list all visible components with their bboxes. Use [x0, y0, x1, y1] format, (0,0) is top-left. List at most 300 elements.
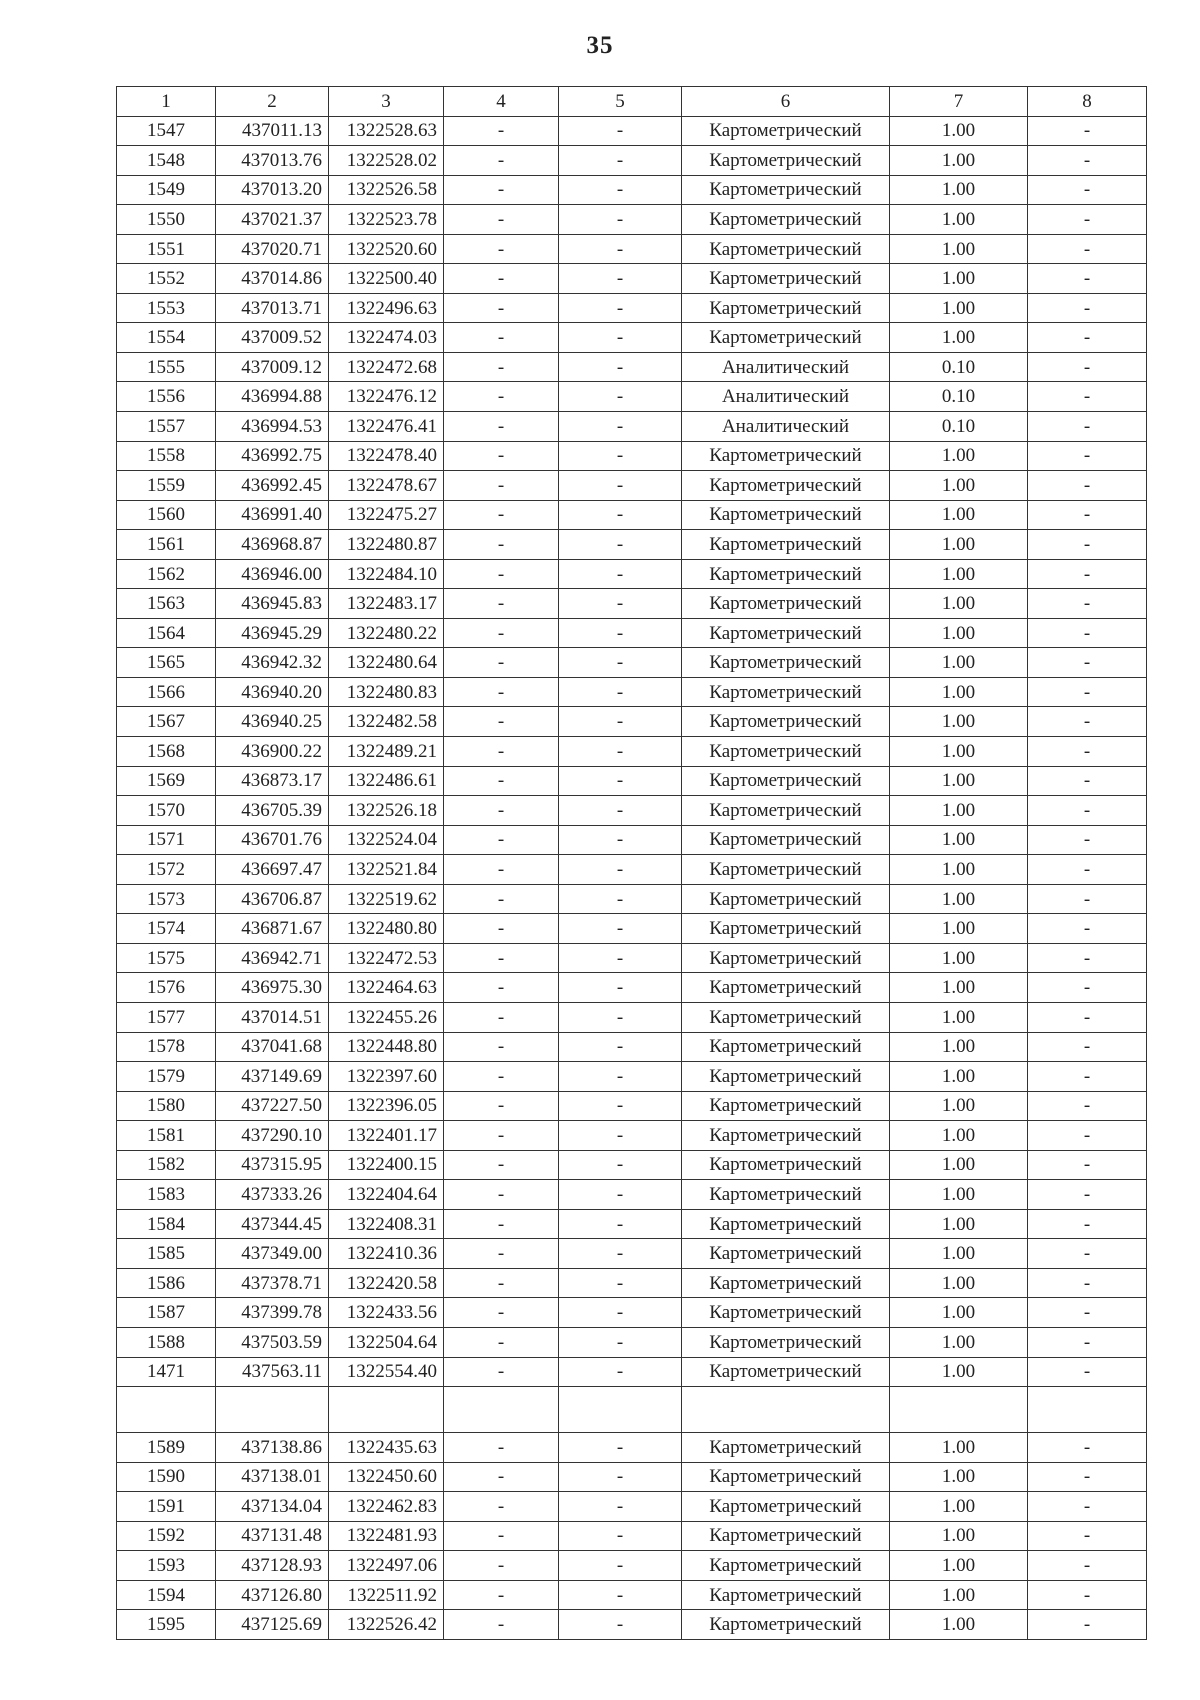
method-cell: Картометрический — [682, 1298, 890, 1328]
col5-cell: - — [559, 589, 682, 619]
accuracy-cell: 1.00 — [890, 1062, 1028, 1092]
col4-cell: - — [444, 677, 559, 707]
y-coordinate-cell: 1322435.63 — [329, 1433, 444, 1463]
col8-cell: - — [1028, 412, 1147, 442]
y-coordinate-cell: 1322397.60 — [329, 1062, 444, 1092]
col4-cell: - — [444, 382, 559, 412]
col4-cell: - — [444, 796, 559, 826]
table-row — [117, 1268, 1147, 1298]
x-coordinate-cell: 437009.52 — [216, 323, 329, 353]
point-number-cell: 1551 — [117, 234, 216, 264]
method-cell: Картометрический — [682, 559, 890, 589]
table-row — [117, 116, 1147, 146]
col4-cell: - — [444, 323, 559, 353]
point-number-cell: 1563 — [117, 589, 216, 619]
x-coordinate-cell: 436871.67 — [216, 914, 329, 944]
col8-cell: - — [1028, 825, 1147, 855]
y-coordinate-cell: 1322475.27 — [329, 500, 444, 530]
table-row — [117, 264, 1147, 294]
col8-cell: - — [1028, 914, 1147, 944]
method-cell: Картометрический — [682, 500, 890, 530]
table-row — [117, 352, 1147, 382]
col8-cell: - — [1028, 1239, 1147, 1269]
col8-cell: - — [1028, 1032, 1147, 1062]
x-coordinate-cell: 437344.45 — [216, 1209, 329, 1239]
x-coordinate-cell: 436946.00 — [216, 559, 329, 589]
point-number-cell: 1572 — [117, 855, 216, 885]
point-number-cell: 1558 — [117, 441, 216, 471]
point-number-cell: 1568 — [117, 737, 216, 767]
table-row — [117, 707, 1147, 737]
point-number-cell: 1548 — [117, 146, 216, 176]
accuracy-cell: 1.00 — [890, 737, 1028, 767]
col5-cell: - — [559, 1327, 682, 1357]
col4-cell: - — [444, 825, 559, 855]
point-number-cell: 1580 — [117, 1091, 216, 1121]
accuracy-cell: 1.00 — [890, 116, 1028, 146]
col8-cell: - — [1028, 796, 1147, 826]
method-cell: Картометрический — [682, 1180, 890, 1210]
x-coordinate-cell: 436705.39 — [216, 796, 329, 826]
col5-cell: - — [559, 559, 682, 589]
method-cell: Картометрический — [682, 766, 890, 796]
accuracy-cell: 1.00 — [890, 1521, 1028, 1551]
point-number-cell: 1574 — [117, 914, 216, 944]
table-row — [117, 973, 1147, 1003]
col4-cell: - — [444, 500, 559, 530]
accuracy-cell: 0.10 — [890, 352, 1028, 382]
col5-cell: - — [559, 648, 682, 678]
accuracy-cell: 1.00 — [890, 1180, 1028, 1210]
accuracy-cell: 1.00 — [890, 264, 1028, 294]
y-coordinate-cell: 1322480.83 — [329, 677, 444, 707]
table-row — [117, 825, 1147, 855]
col8-cell: - — [1028, 323, 1147, 353]
col4-cell: - — [444, 205, 559, 235]
x-coordinate-cell: 437013.76 — [216, 146, 329, 176]
col5-cell: - — [559, 323, 682, 353]
col5-cell: - — [559, 884, 682, 914]
col4-cell: - — [444, 1551, 559, 1581]
point-number-cell: 1593 — [117, 1551, 216, 1581]
y-coordinate-cell: 1322500.40 — [329, 264, 444, 294]
x-coordinate-cell: 436945.83 — [216, 589, 329, 619]
col8-cell: - — [1028, 1580, 1147, 1610]
point-number-cell: 1561 — [117, 530, 216, 560]
x-coordinate-cell: 436994.88 — [216, 382, 329, 412]
col5-cell: - — [559, 1580, 682, 1610]
col4-cell: - — [444, 559, 559, 589]
point-number-cell: 1550 — [117, 205, 216, 235]
x-coordinate-cell: 437009.12 — [216, 352, 329, 382]
point-number-cell — [117, 1387, 216, 1433]
method-cell: Картометрический — [682, 1327, 890, 1357]
col8-cell: - — [1028, 559, 1147, 589]
col5-cell: - — [559, 825, 682, 855]
point-number-cell: 1566 — [117, 677, 216, 707]
accuracy-cell — [890, 1387, 1028, 1433]
method-cell: Картометрический — [682, 648, 890, 678]
point-number-cell: 1575 — [117, 943, 216, 973]
y-coordinate-cell: 1322433.56 — [329, 1298, 444, 1328]
x-coordinate-cell: 437399.78 — [216, 1298, 329, 1328]
col4-cell: - — [444, 1062, 559, 1092]
col8-cell: - — [1028, 1327, 1147, 1357]
y-coordinate-cell: 1322472.68 — [329, 352, 444, 382]
col8-cell: - — [1028, 175, 1147, 205]
table-row — [117, 1209, 1147, 1239]
table-row — [117, 1521, 1147, 1551]
point-number-cell: 1564 — [117, 618, 216, 648]
col4-cell: - — [444, 116, 559, 146]
col5-cell: - — [559, 1551, 682, 1581]
accuracy-cell: 1.00 — [890, 1121, 1028, 1151]
point-number-cell: 1553 — [117, 293, 216, 323]
table-row — [117, 500, 1147, 530]
y-coordinate-cell: 1322511.92 — [329, 1580, 444, 1610]
col4-cell: - — [444, 884, 559, 914]
col4-cell: - — [444, 973, 559, 1003]
accuracy-cell: 1.00 — [890, 677, 1028, 707]
x-coordinate-cell: 437290.10 — [216, 1121, 329, 1151]
table-row — [117, 382, 1147, 412]
table-row — [117, 1492, 1147, 1522]
accuracy-cell: 1.00 — [890, 323, 1028, 353]
method-cell: Картометрический — [682, 884, 890, 914]
y-coordinate-cell: 1322404.64 — [329, 1180, 444, 1210]
column-header: 4 — [444, 87, 559, 117]
x-coordinate-cell: 437138.86 — [216, 1433, 329, 1463]
col8-cell: - — [1028, 589, 1147, 619]
col8-cell: - — [1028, 1521, 1147, 1551]
y-coordinate-cell: 1322480.87 — [329, 530, 444, 560]
x-coordinate-cell: 437128.93 — [216, 1551, 329, 1581]
x-coordinate-cell: 437013.20 — [216, 175, 329, 205]
table-row — [117, 1298, 1147, 1328]
point-number-cell: 1569 — [117, 766, 216, 796]
point-number-cell: 1587 — [117, 1298, 216, 1328]
accuracy-cell: 1.00 — [890, 1433, 1028, 1463]
accuracy-cell: 1.00 — [890, 1002, 1028, 1032]
point-number-cell: 1581 — [117, 1121, 216, 1151]
col8-cell: - — [1028, 441, 1147, 471]
col8-cell: - — [1028, 1298, 1147, 1328]
table-row — [117, 1551, 1147, 1581]
col8-cell: - — [1028, 1091, 1147, 1121]
col8-cell: - — [1028, 1433, 1147, 1463]
table-row — [117, 1032, 1147, 1062]
x-coordinate-cell: 436942.71 — [216, 943, 329, 973]
x-coordinate-cell: 436994.53 — [216, 412, 329, 442]
col4-cell: - — [444, 1180, 559, 1210]
method-cell: Картометрический — [682, 264, 890, 294]
y-coordinate-cell: 1322523.78 — [329, 205, 444, 235]
x-coordinate-cell: 436873.17 — [216, 766, 329, 796]
method-cell: Картометрический — [682, 175, 890, 205]
accuracy-cell: 1.00 — [890, 175, 1028, 205]
col8-cell — [1028, 1387, 1147, 1433]
accuracy-cell: 1.00 — [890, 943, 1028, 973]
method-cell: Картометрический — [682, 1239, 890, 1269]
x-coordinate-cell: 437041.68 — [216, 1032, 329, 1062]
table-row — [117, 677, 1147, 707]
accuracy-cell: 1.00 — [890, 530, 1028, 560]
table-row — [117, 1091, 1147, 1121]
y-coordinate-cell: 1322448.80 — [329, 1032, 444, 1062]
y-coordinate-cell: 1322486.61 — [329, 766, 444, 796]
col5-cell: - — [559, 1521, 682, 1551]
col5-cell: - — [559, 1091, 682, 1121]
x-coordinate-cell: 437138.01 — [216, 1462, 329, 1492]
col5-cell: - — [559, 175, 682, 205]
accuracy-cell: 1.00 — [890, 589, 1028, 619]
method-cell: Картометрический — [682, 116, 890, 146]
point-number-cell: 1471 — [117, 1357, 216, 1387]
col5-cell: - — [559, 796, 682, 826]
col8-cell: - — [1028, 677, 1147, 707]
x-coordinate-cell: 436975.30 — [216, 973, 329, 1003]
point-number-cell: 1592 — [117, 1521, 216, 1551]
col5-cell: - — [559, 943, 682, 973]
col8-cell: - — [1028, 1492, 1147, 1522]
table-row — [117, 293, 1147, 323]
col5-cell: - — [559, 1268, 682, 1298]
col4-cell: - — [444, 146, 559, 176]
x-coordinate-cell: 437125.69 — [216, 1610, 329, 1640]
table-row — [117, 914, 1147, 944]
col8-cell: - — [1028, 648, 1147, 678]
x-coordinate-cell: 436701.76 — [216, 825, 329, 855]
col4-cell: - — [444, 1032, 559, 1062]
y-coordinate-cell: 1322496.63 — [329, 293, 444, 323]
point-number-cell: 1584 — [117, 1209, 216, 1239]
x-coordinate-cell: 437020.71 — [216, 234, 329, 264]
method-cell: Картометрический — [682, 589, 890, 619]
table-row — [117, 796, 1147, 826]
col5-cell: - — [559, 1032, 682, 1062]
col4-cell: - — [444, 530, 559, 560]
x-coordinate-cell: 436940.25 — [216, 707, 329, 737]
table-header-row — [117, 87, 1147, 117]
method-cell: Картометрический — [682, 1268, 890, 1298]
col5-cell: - — [559, 766, 682, 796]
table-row — [117, 1462, 1147, 1492]
y-coordinate-cell: 1322520.60 — [329, 234, 444, 264]
x-coordinate-cell: 437503.59 — [216, 1327, 329, 1357]
col4-cell: - — [444, 943, 559, 973]
col4-cell: - — [444, 1610, 559, 1640]
col8-cell: - — [1028, 1150, 1147, 1180]
point-number-cell: 1554 — [117, 323, 216, 353]
method-cell: Картометрический — [682, 234, 890, 264]
accuracy-cell: 1.00 — [890, 766, 1028, 796]
method-cell: Картометрический — [682, 825, 890, 855]
col4-cell: - — [444, 855, 559, 885]
table-row — [117, 855, 1147, 885]
point-number-cell: 1577 — [117, 1002, 216, 1032]
col5-cell: - — [559, 1180, 682, 1210]
col5-cell: - — [559, 1002, 682, 1032]
accuracy-cell: 1.00 — [890, 146, 1028, 176]
col4-cell — [444, 1387, 559, 1433]
point-number-cell: 1594 — [117, 1580, 216, 1610]
col4-cell: - — [444, 1462, 559, 1492]
method-cell: Картометрический — [682, 973, 890, 1003]
y-coordinate-cell: 1322480.22 — [329, 618, 444, 648]
accuracy-cell: 1.00 — [890, 500, 1028, 530]
point-number-cell: 1589 — [117, 1433, 216, 1463]
x-coordinate-cell: 437563.11 — [216, 1357, 329, 1387]
method-cell: Картометрический — [682, 1150, 890, 1180]
method-cell: Картометрический — [682, 1462, 890, 1492]
col8-cell: - — [1028, 855, 1147, 885]
y-coordinate-cell: 1322420.58 — [329, 1268, 444, 1298]
table-row — [117, 323, 1147, 353]
table-row — [117, 559, 1147, 589]
table-row — [117, 589, 1147, 619]
col8-cell: - — [1028, 973, 1147, 1003]
col8-cell: - — [1028, 1357, 1147, 1387]
table-row — [117, 530, 1147, 560]
method-cell: Картометрический — [682, 1580, 890, 1610]
x-coordinate-cell: 436991.40 — [216, 500, 329, 530]
y-coordinate-cell: 1322554.40 — [329, 1357, 444, 1387]
col4-cell: - — [444, 264, 559, 294]
x-coordinate-cell: 437227.50 — [216, 1091, 329, 1121]
x-coordinate-cell: 437349.00 — [216, 1239, 329, 1269]
accuracy-cell: 1.00 — [890, 1209, 1028, 1239]
method-cell: Картометрический — [682, 1492, 890, 1522]
col5-cell: - — [559, 500, 682, 530]
point-number-cell: 1590 — [117, 1462, 216, 1492]
x-coordinate-cell: 436945.29 — [216, 618, 329, 648]
method-cell: Картометрический — [682, 1121, 890, 1151]
accuracy-cell: 1.00 — [890, 1032, 1028, 1062]
table-row — [117, 1180, 1147, 1210]
point-number-cell: 1583 — [117, 1180, 216, 1210]
col4-cell: - — [444, 766, 559, 796]
y-coordinate-cell: 1322408.31 — [329, 1209, 444, 1239]
point-number-cell: 1559 — [117, 471, 216, 501]
col4-cell: - — [444, 471, 559, 501]
x-coordinate-cell: 436940.20 — [216, 677, 329, 707]
accuracy-cell: 1.00 — [890, 884, 1028, 914]
method-cell: Картометрический — [682, 1551, 890, 1581]
x-coordinate-cell: 437126.80 — [216, 1580, 329, 1610]
col4-cell: - — [444, 737, 559, 767]
col8-cell: - — [1028, 1002, 1147, 1032]
col8-cell: - — [1028, 530, 1147, 560]
x-coordinate-cell: 436706.87 — [216, 884, 329, 914]
method-cell: Картометрический — [682, 707, 890, 737]
y-coordinate-cell: 1322482.58 — [329, 707, 444, 737]
col5-cell: - — [559, 530, 682, 560]
col5-cell: - — [559, 1062, 682, 1092]
col5-cell: - — [559, 737, 682, 767]
point-number-cell: 1571 — [117, 825, 216, 855]
accuracy-cell: 0.10 — [890, 382, 1028, 412]
col4-cell: - — [444, 441, 559, 471]
col4-cell: - — [444, 1091, 559, 1121]
y-coordinate-cell: 1322472.53 — [329, 943, 444, 973]
x-coordinate-cell: 437013.71 — [216, 293, 329, 323]
col4-cell: - — [444, 589, 559, 619]
col8-cell: - — [1028, 146, 1147, 176]
column-header: 2 — [216, 87, 329, 117]
method-cell: Картометрический — [682, 1002, 890, 1032]
accuracy-cell: 1.00 — [890, 1492, 1028, 1522]
point-number-cell: 1585 — [117, 1239, 216, 1269]
col4-cell: - — [444, 1268, 559, 1298]
table-row — [117, 1610, 1147, 1640]
col8-cell: - — [1028, 1180, 1147, 1210]
column-header: 8 — [1028, 87, 1147, 117]
point-number-cell: 1591 — [117, 1492, 216, 1522]
table-row — [117, 1062, 1147, 1092]
y-coordinate-cell: 1322497.06 — [329, 1551, 444, 1581]
accuracy-cell: 1.00 — [890, 855, 1028, 885]
col4-cell: - — [444, 1298, 559, 1328]
table-row — [117, 1580, 1147, 1610]
col4-cell: - — [444, 1521, 559, 1551]
method-cell: Картометрический — [682, 618, 890, 648]
x-coordinate-cell: 436992.75 — [216, 441, 329, 471]
y-coordinate-cell: 1322478.67 — [329, 471, 444, 501]
x-coordinate-cell: 437134.04 — [216, 1492, 329, 1522]
table-row — [117, 943, 1147, 973]
x-coordinate-cell: 437014.86 — [216, 264, 329, 294]
y-coordinate-cell: 1322480.64 — [329, 648, 444, 678]
point-number-cell: 1562 — [117, 559, 216, 589]
accuracy-cell: 1.00 — [890, 559, 1028, 589]
y-coordinate-cell: 1322474.03 — [329, 323, 444, 353]
method-cell: Картометрический — [682, 1357, 890, 1387]
accuracy-cell: 1.00 — [890, 205, 1028, 235]
col5-cell: - — [559, 1209, 682, 1239]
accuracy-cell: 0.10 — [890, 412, 1028, 442]
method-cell: Картометрический — [682, 1610, 890, 1640]
x-coordinate-cell: 437014.51 — [216, 1002, 329, 1032]
col4-cell: - — [444, 352, 559, 382]
point-number-cell: 1582 — [117, 1150, 216, 1180]
accuracy-cell: 1.00 — [890, 471, 1028, 501]
accuracy-cell: 1.00 — [890, 825, 1028, 855]
point-number-cell: 1595 — [117, 1610, 216, 1640]
column-header: 3 — [329, 87, 444, 117]
point-number-cell: 1579 — [117, 1062, 216, 1092]
accuracy-cell: 1.00 — [890, 796, 1028, 826]
y-coordinate-cell: 1322476.41 — [329, 412, 444, 442]
x-coordinate-cell: 437131.48 — [216, 1521, 329, 1551]
table-row — [117, 234, 1147, 264]
point-number-cell: 1570 — [117, 796, 216, 826]
col4-cell: - — [444, 175, 559, 205]
y-coordinate-cell: 1322476.12 — [329, 382, 444, 412]
col8-cell: - — [1028, 943, 1147, 973]
method-cell: Картометрический — [682, 677, 890, 707]
y-coordinate-cell: 1322480.80 — [329, 914, 444, 944]
col8-cell: - — [1028, 293, 1147, 323]
col4-cell: - — [444, 1150, 559, 1180]
col5-cell: - — [559, 1462, 682, 1492]
col5-cell: - — [559, 264, 682, 294]
y-coordinate-cell: 1322504.64 — [329, 1327, 444, 1357]
accuracy-cell: 1.00 — [890, 1580, 1028, 1610]
table-row — [117, 471, 1147, 501]
table-row — [117, 1002, 1147, 1032]
x-coordinate-cell: 437315.95 — [216, 1150, 329, 1180]
method-cell: Картометрический — [682, 943, 890, 973]
